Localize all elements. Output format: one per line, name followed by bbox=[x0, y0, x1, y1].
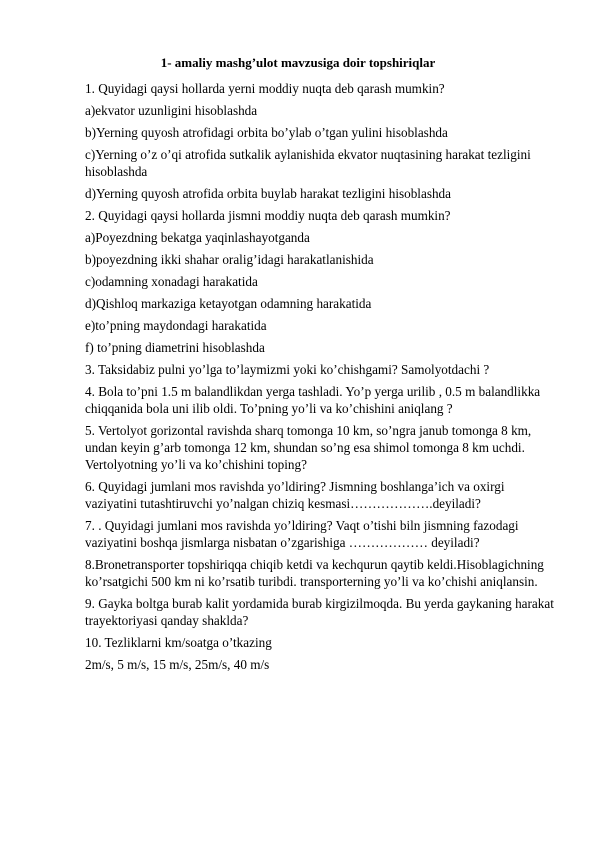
paragraph: 1. Quyidagi qaysi hollarda yerni moddiy nuqta deb qarash mumkin? bbox=[85, 81, 445, 96]
paragraph: d)Yerning quyosh atrofida orbita buylab harakat tezligini hisoblashda bbox=[85, 186, 451, 201]
document-title: 1- amaliy mashg’ulot mavzusiga doir topshiriqlar bbox=[160, 55, 436, 70]
paragraph: a)ekvator uzunligini hisoblashda bbox=[85, 103, 258, 118]
paragraph: 9. Gayka boltga burab kalit yordamida burab kirgizilmoqda. Bu yerda gaykaning harakat trayektoriyasi qanday shaklda? bbox=[85, 596, 554, 628]
paragraph: e)to’pning maydondagi harakatida bbox=[85, 318, 267, 333]
document-body bbox=[85, 80, 555, 678]
paragraph: c)Yerning o’z o’qi atrofida sutkalik aylanishida ekvator nuqtasining harakat tezligini hisoblashda bbox=[85, 147, 531, 179]
paragraph: 7. . Quyidagi jumlani mos ravishda yo’ldiring? Vaqt o’tishi biln jismning fazodagi vaziyatini boshqa jismlarga nisbatan o’zgarishiga ……………… deyiladi? bbox=[85, 518, 519, 550]
paragraph: 5. Vertolyot gorizontal ravishda sharq tomonga 10 km, so’ngra janub tomonga 8 km, undan keyin g’arb tomonga 12 km, shundan so’ng esa shimol tomonga 8 km uchdi. Vertolyotning yo’li va ko’chishini toping? bbox=[85, 423, 532, 472]
paragraph: b)Yerning quyosh atrofidagi orbita bo’ylab o’tgan yulini hisoblashda bbox=[85, 125, 448, 140]
paragraph: 10. Tezliklarni km/soatga o’tkazing bbox=[85, 635, 272, 650]
paragraph: d)Qishloq markaziga ketayotgan odamning harakatida bbox=[85, 296, 372, 311]
paragraph: 8.Bronetransporter topshiriqqa chiqib ketdi va kechqurun qaytib keldi.Hisoblagichning ko’rsatgichi 500 km ni ko’rsatib turibdi. transporterning yo’li va ko’chishi aniqlansin. bbox=[85, 557, 544, 589]
paragraph: 4. Bola to’pni 1.5 m balandlikdan yerga tashladi. Yo’p yerga urilib , 0.5 m balandlikka chiqqanida bola uni ilib oldi. To’pning yo’li va ko’chishini aniqlang ? bbox=[85, 384, 541, 416]
paragraph: f) to’pning diametrini hisoblashda bbox=[85, 340, 265, 355]
paragraph: 2. Quyidagi qaysi hollarda jismni moddiy nuqta deb qarash mumkin? bbox=[85, 208, 451, 223]
paragraph: 6. Quyidagi jumlani mos ravishda yo’ldiring? Jismning boshlanga’ich va oxirgi vaziyatini tutashtiruvchi yo’nalgan chiziq kesmasi……………….deyiladi? bbox=[85, 479, 505, 511]
paragraph: c)odamning xonadagi harakatida bbox=[85, 274, 258, 289]
paragraph: 2m/s, 5 m/s, 15 m/s, 25m/s, 40 m/s bbox=[85, 657, 270, 672]
paragraph: 3. Taksidabiz pulni yo’lga to’laymizmi yoki ko’chishgami? Samolyotdachi ? bbox=[85, 362, 490, 377]
paragraph: b)poyezdning ikki shahar oralig’idagi harakatlanishida bbox=[85, 252, 374, 267]
paragraph: a)Poyezdning bekatga yaqinlashayotganda bbox=[85, 230, 310, 245]
